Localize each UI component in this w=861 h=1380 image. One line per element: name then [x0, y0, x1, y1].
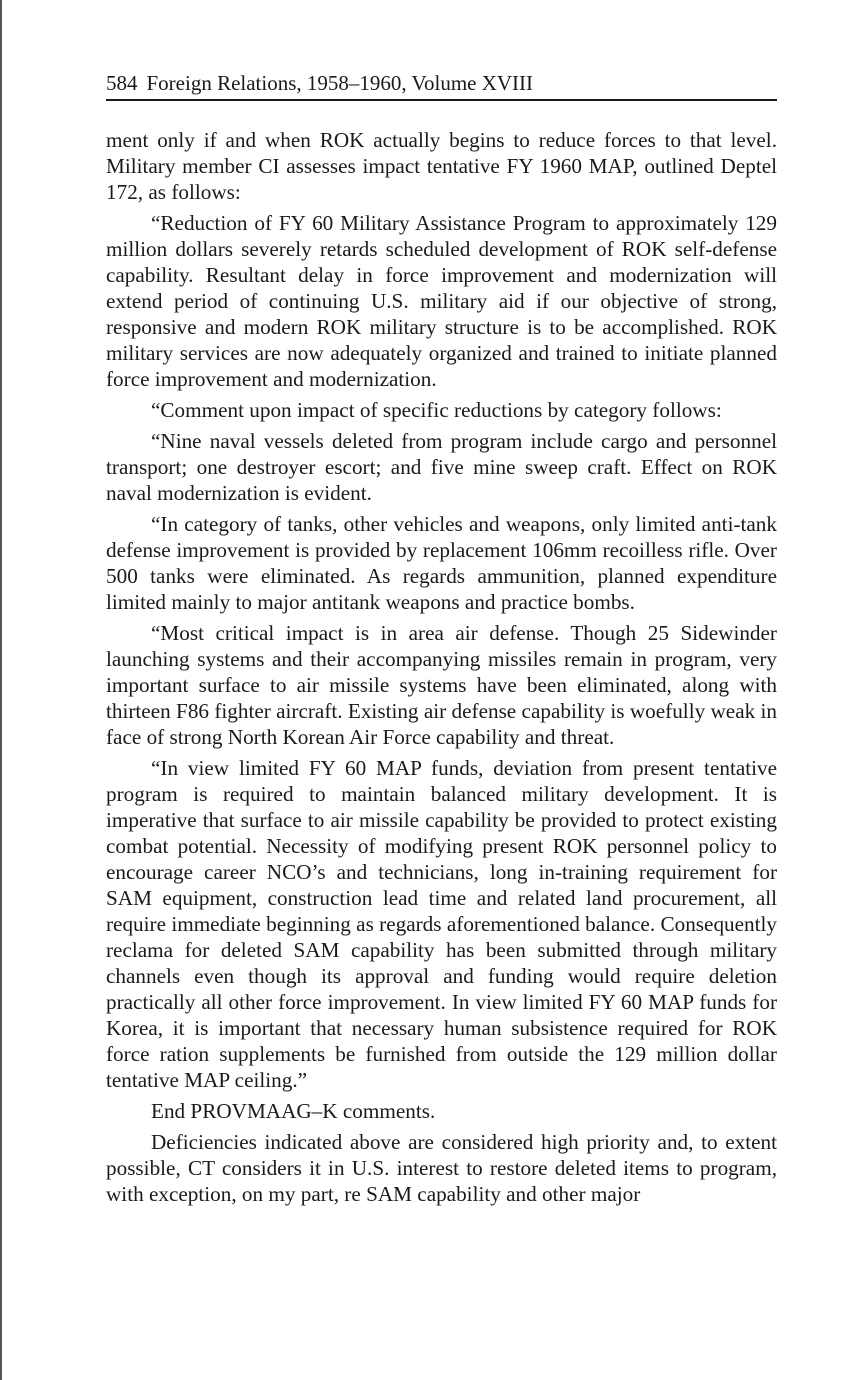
paragraph-reduction-of-fy60: “Reduction of FY 60 Military Assistance Program to approximately 129 million dollars severely retards scheduled development of ROK self-defense capability. Resultant delay in force improvement and modernization will extend period of continuing U.S. military aid if our objective of strong, responsive and modern ROK military structure is to be accomplished. ROK military services are now adequately organized and trained to initiate planned force improvement and modernization.: [106, 211, 777, 391]
paragraph-deficiencies: Deficiencies indicated above are considered high priority and, to extent possible, CT considers it in U.S. interest to restore deleted items to program, with exception, on my part, re SAM capability and other major: [106, 1130, 777, 1206]
paragraph-air-defense: “Most critical impact is in area air defense. Though 25 Sidewinder launching systems and their accompanying missiles remain in program, very important surface to air missile systems have been eliminated, along with thirteen F86 fighter aircraft. Existing air defense capability is woefully weak in face of strong North Korean Air Force capability and threat.: [106, 621, 777, 749]
paragraph-naval-vessels: “Nine naval vessels deleted from program include cargo and personnel transport; one destroyer escort; and five mine sweep craft. Effect on ROK naval modernization is evident.: [106, 429, 777, 505]
page-edge: [0, 0, 2, 1380]
paragraph-comment-upon-impact: “Comment upon impact of specific reductions by category follows:: [151, 398, 722, 422]
page-number: 584: [106, 71, 138, 95]
paragraph-continuation: ment only if and when ROK actually begins to reduce forces to that level. Military member CI assesses impact tentative FY 1960 MAP, outlined Deptel 172, as follows:: [106, 128, 777, 204]
document-page: [106, 70, 777, 1212]
paragraph-tanks-vehicles-weapons: “In category of tanks, other vehicles and weapons, only limited anti-tank defense improvement is provided by replacement 106mm recoilless rifle. Over 500 tanks were eliminated. As regards ammunition, planned expenditure limited mainly to major antitank weapons and practice bombs.: [106, 512, 777, 614]
body-text: [106, 127, 777, 1207]
running-header: [106, 70, 777, 101]
volume-title: Foreign Relations, 1958–1960, Volume XVIII: [146, 71, 534, 95]
paragraph-end-comments: End PROVMAAG–K comments.: [151, 1099, 436, 1123]
paragraph-limited-map-funds: “In view limited FY 60 MAP funds, deviation from present tentative program is required to maintain balanced military development. It is imperative that surface to air missile capability be provided to protect existing combat potential. Necessity of modifying present ROK personnel policy to encourage career NCO’s and technicians, long in-training requirement for SAM equipment, construction lead time and related land procurement, all require immediate beginning as regards aforementioned balance. Consequently reclama for deleted SAM capability has been submitted through military channels even though its approval and funding would require deletion practically all other force improvement. In view limited FY 60 MAP funds for Korea, it is important that necessary human subsistence required for ROK force ration supplements be furnished from outside the 129 million dollar tentative MAP ceiling.”: [106, 756, 777, 1092]
